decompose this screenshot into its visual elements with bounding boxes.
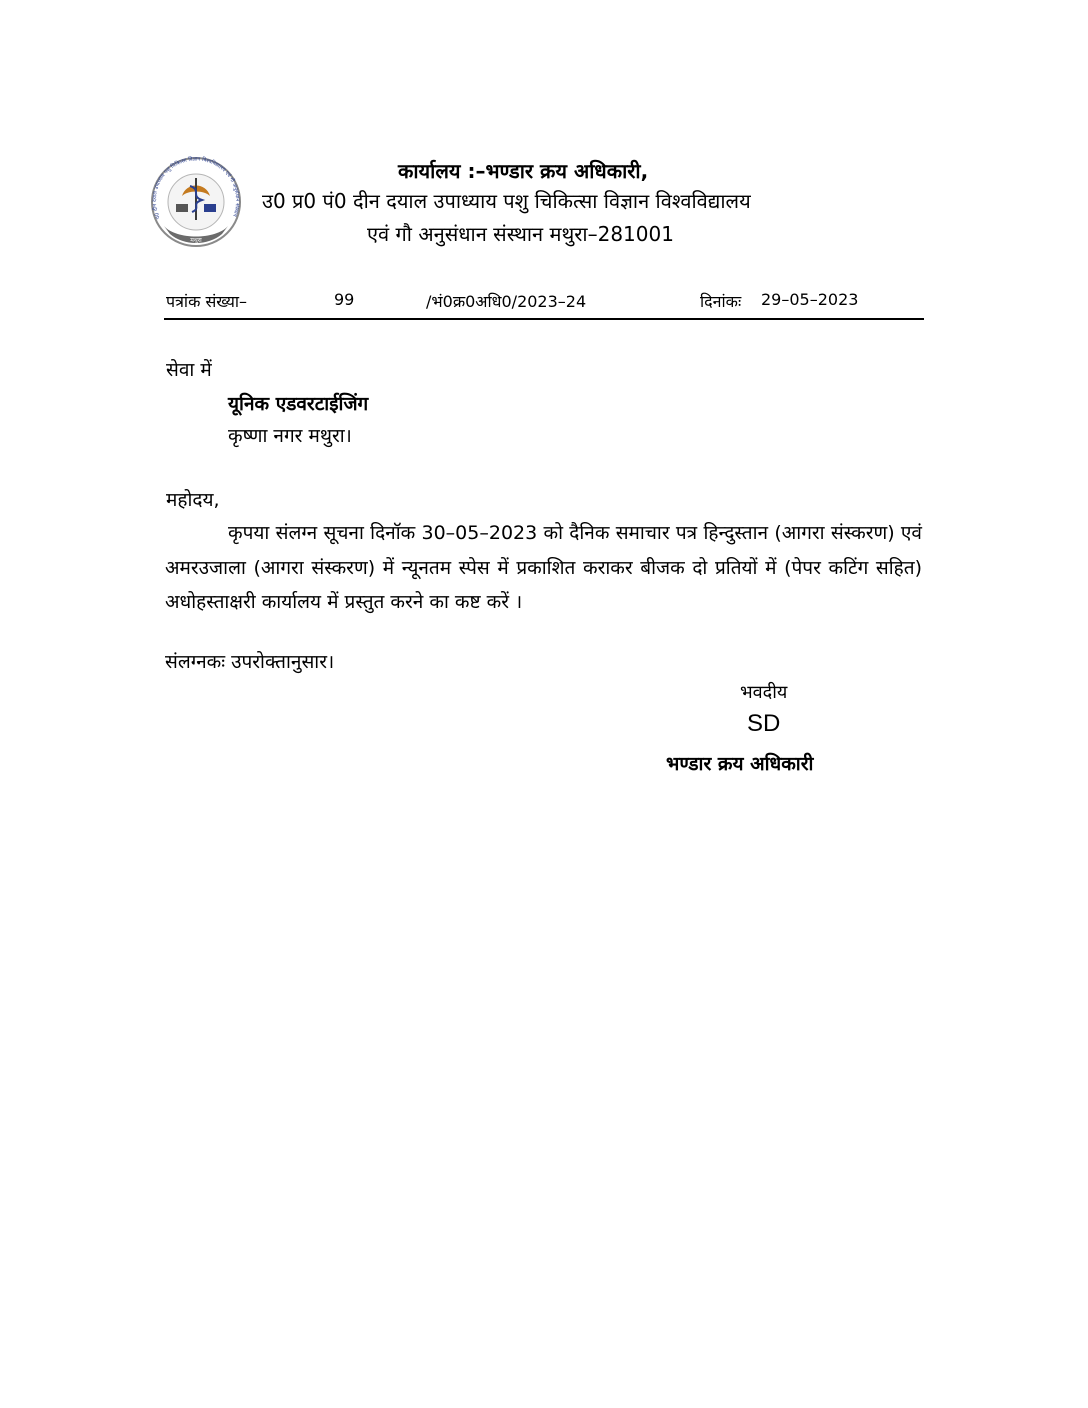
logo-ring-text: पं0 दीन दयाल उपाध्याय पशु चिकित्सा विज्ञान विश्वविद्यालय एवं गौ अनुसंधान संस्थान <box>151 156 241 220</box>
recipient-address: कृष्णा नगर मथुरा। <box>228 425 352 447</box>
logo-base-text: मथुरा <box>190 237 202 244</box>
recipient-name: यूनिक एडवरटाईजिंग <box>228 393 369 415</box>
header-divider <box>164 318 924 320</box>
office-title: कार्यालय :–भण्डार क्रय अधिकारी, <box>398 159 649 183</box>
institute-address: एवं गौ अनुसंधान संस्थान मथुरा–281001 <box>367 222 674 246</box>
date-value: 29–05–2023 <box>761 290 859 309</box>
signatory-designation: भण्डार क्रय अधिकारी <box>666 753 814 775</box>
letter-number-value: 99 <box>334 290 355 309</box>
university-logo <box>142 156 250 252</box>
university-name: उ0 प्र0 पं0 दीन दयाल उपाध्याय पशु चिकित्सा विज्ञान विश्वविद्यालय <box>262 189 751 213</box>
salutation-to: सेवा में <box>166 359 212 381</box>
letter-body: कृपया संलग्न सूचना दिनॉक 30–05–2023 को दैनिक समाचार पत्र हिन्दुस्तान (आगरा संस्करण) एवं अमरउजाला (आगरा संस्करण) में न्यूनतम स्पेस में प्रकाशित कराकर बीजक दो प्रतियों में (पेपर कटिंग सहित) अधोहस्ताक्षरी कार्यालय में प्रस्तुत करने का कष्ट करें । <box>165 522 922 613</box>
file-code: /भं0क्र0अधि0/2023–24 <box>426 292 587 311</box>
greeting: महोदय, <box>166 489 220 511</box>
date-label: दिनांकः <box>700 292 742 311</box>
enclosure-note: संलग्नकः उपरोक्तानुसार। <box>165 651 335 673</box>
letter-number-label: पत्रांक संख्या– <box>166 292 248 311</box>
signature-mark: SD <box>747 710 781 737</box>
closing: भवदीय <box>740 682 788 703</box>
